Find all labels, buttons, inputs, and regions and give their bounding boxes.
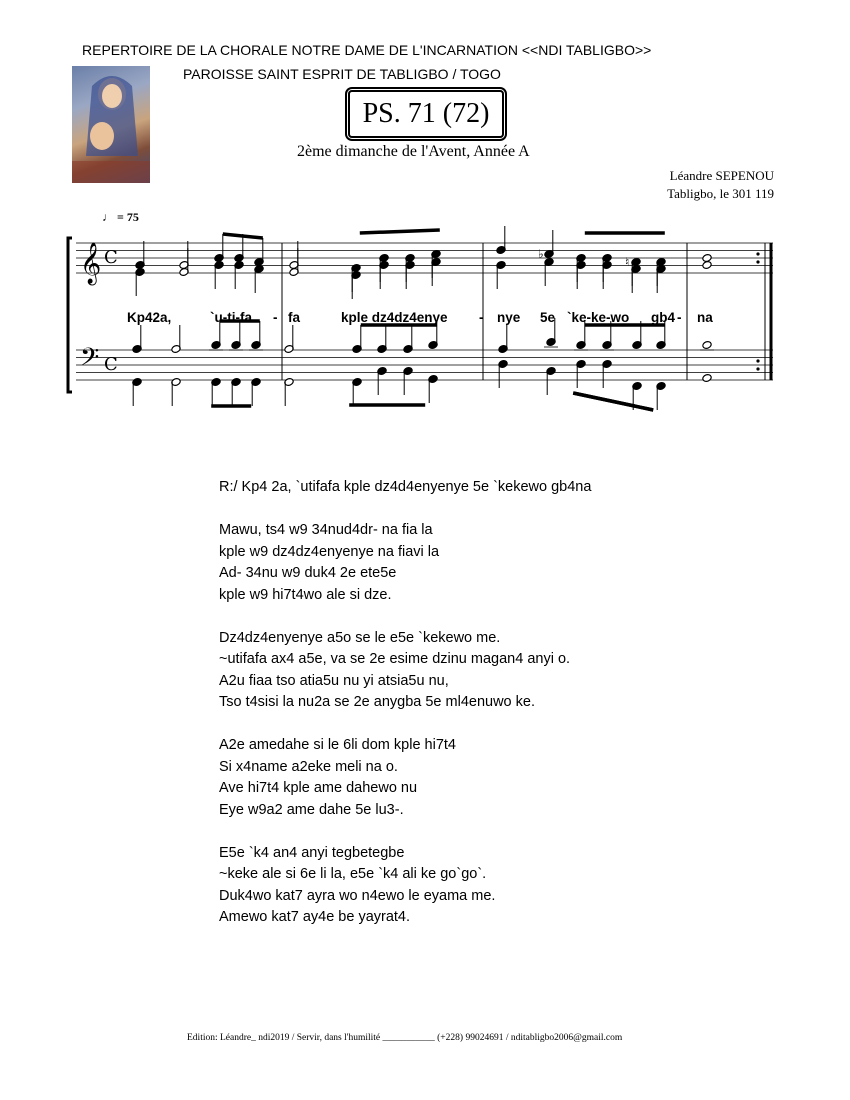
- stanza-3: [219, 735, 591, 821]
- footer: Edition: Léandre_ ndi2019 / Servir, dans l'humilité ___________ (+228) 99024691 / nditabligbo2006@gmail.com: [187, 1033, 623, 1043]
- psalm-title: PS. 71 (72): [348, 90, 504, 138]
- note-head: [702, 341, 712, 350]
- verse-line: E5e `k4 an4 anyi tegbetegbe: [219, 844, 405, 861]
- lyric-syllable: `u-ti-fa: [210, 310, 252, 325]
- subtitle: 2ème dimanche de l'Avent, Année A: [297, 143, 530, 160]
- composer: Léandre SEPENOU: [669, 168, 774, 183]
- verse-line: kple w9 hi7t4wo ale si dze.: [219, 586, 392, 603]
- beam: [360, 230, 440, 233]
- music-score: [0, 0, 850, 420]
- verse-line: Tso t4sisi la nu2a se 2e anygba 5e ml4enuwo ke.: [219, 694, 535, 710]
- common-time-icon: C: [104, 354, 118, 375]
- verse-line: Mawu, ts4 w9 34nud4dr- na fia la: [219, 522, 433, 538]
- verse-line: Si x4name a2eke meli na o.: [219, 758, 398, 775]
- lyric-syllable: 5e: [540, 310, 556, 325]
- repeat-dot: [756, 252, 759, 255]
- place-date: Tabligbo, le 301 119: [667, 186, 774, 201]
- verse-line: Ave hi7t4 kple ame dahewo nu: [219, 780, 418, 796]
- note-head: [702, 374, 712, 383]
- verse-line: A2e amedahe si le 6li dom kple hi7t4: [219, 737, 456, 753]
- lyric-syllable: nye: [497, 310, 521, 325]
- lyric-syllable: gb4: [651, 310, 676, 325]
- lyric-syllable: -: [479, 310, 484, 325]
- lyric-syllable: -: [273, 310, 278, 325]
- common-time-icon: C: [104, 247, 118, 268]
- system-bracket: [68, 238, 72, 392]
- note-head: [702, 261, 712, 270]
- verse-line: Amewo kat7 ay4e be yayrat4.: [219, 909, 411, 925]
- verse-line: ~utifafa ax4 a5e, va se 2e esime dzinu magan4 anyi o.: [219, 651, 571, 667]
- verse-line: Ad- 34nu w9 duk4 2e ete5e: [219, 565, 397, 581]
- stanza-2: [219, 628, 591, 714]
- verse-line: ~keke ale si 6e li la, e5e `k4 ali ke go`go`.: [219, 866, 487, 882]
- natural-icon: ♮: [625, 255, 630, 269]
- flat-icon: ♭: [538, 247, 544, 261]
- psalm-text: [219, 477, 591, 950]
- verse-line: Eye w9a2 ame dahe 5e lu3-.: [219, 801, 404, 818]
- tempo-marking: ♩ = 75: [102, 210, 139, 224]
- verse-line: Duk4wo kat7 ayra wo n4ewo le eyama me.: [219, 887, 496, 904]
- bass-clef-icon: 𝄢: [80, 343, 100, 378]
- lyric-syllable: fa: [288, 310, 301, 325]
- verse-line: kple w9 dz4dz4enyenye na fiavi la: [219, 543, 440, 560]
- verse-line: Dz4dz4enyenye a5o se le e5e `kekewo me.: [219, 629, 501, 646]
- stanza-1: [219, 520, 591, 606]
- lyric-syllable: Kp42a,: [127, 310, 172, 325]
- lyric-syllable: `ke-ke-wo: [567, 310, 630, 325]
- refrain: R:/ Kp4 2a, `utifafa kple dz4d4enyenye 5e `kekewo gb4na: [219, 479, 592, 495]
- repeat-dot: [756, 260, 759, 263]
- stanza-4: [219, 843, 591, 929]
- treble-clef-icon: 𝄞: [80, 243, 102, 284]
- repeat-dot: [756, 367, 759, 370]
- beam: [573, 393, 653, 410]
- header-line-2: PAROISSE SAINT ESPRIT DE TABLIGBO / TOGO: [183, 66, 501, 82]
- lyric-syllable: kple dz4dz4enye: [341, 310, 448, 325]
- lyric-syllable: na: [697, 310, 713, 325]
- beam: [223, 234, 263, 238]
- header-line-1: REPERTOIRE DE LA CHORALE NOTRE DAME DE L'INCARNATION <<NDI TABLIGBO>>: [82, 42, 652, 58]
- repeat-dot: [756, 359, 759, 362]
- lyric-syllable: -: [677, 310, 682, 325]
- verse-line: A2u fiaa tso atia5u nu yi atsia5u nu,: [219, 672, 449, 689]
